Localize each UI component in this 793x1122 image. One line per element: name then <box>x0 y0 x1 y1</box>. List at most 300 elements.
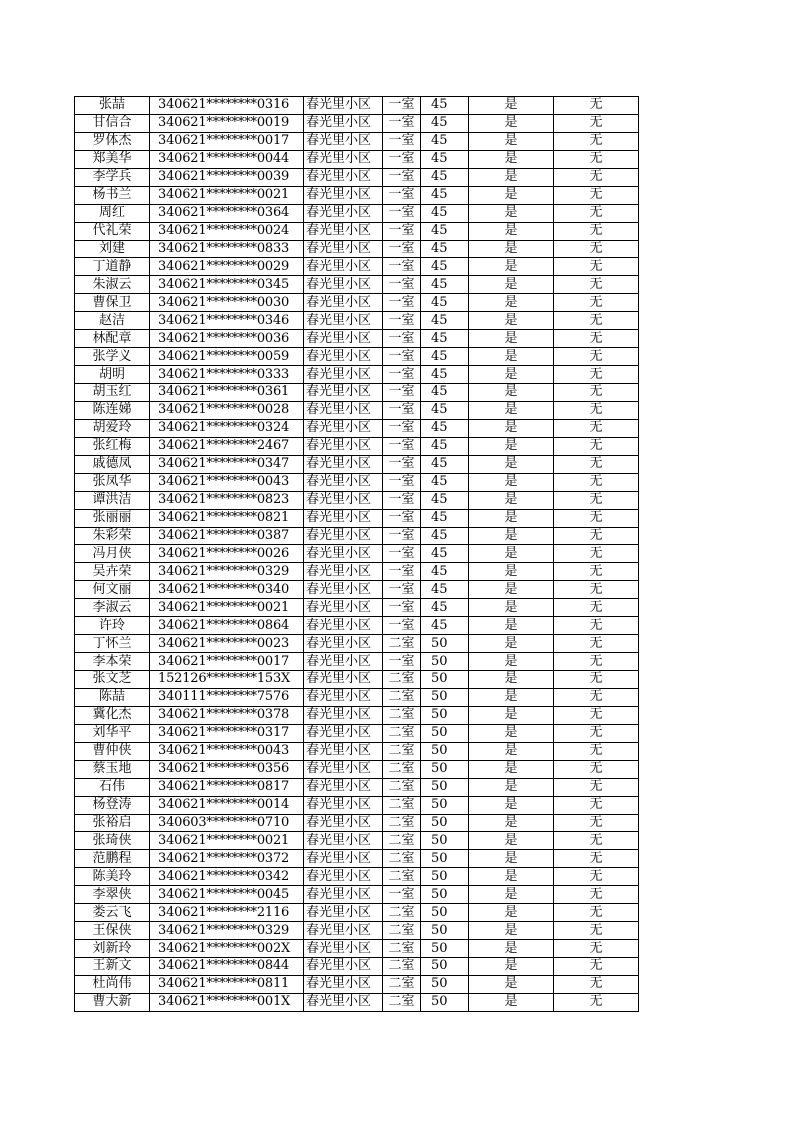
id-number-cell: 340621********0045 <box>150 886 304 904</box>
id-number-cell: 340621********0823 <box>150 491 304 509</box>
name-cell: 丁道静 <box>75 258 150 276</box>
table-row <box>75 617 639 635</box>
room-type-cell: 一室 <box>383 599 421 617</box>
table-row <box>75 868 639 886</box>
eligible-cell: 是 <box>469 671 554 689</box>
id-number-cell: 340621********0023 <box>150 635 304 653</box>
eligible-cell: 是 <box>469 491 554 509</box>
address-cell: 春光里小区 <box>304 832 383 850</box>
id-number-cell: 340621********0361 <box>150 384 304 402</box>
room-type-cell: 一室 <box>383 581 421 599</box>
address-cell: 春光里小区 <box>304 419 383 437</box>
name-cell: 杜尚伟 <box>75 975 150 993</box>
eligible-cell: 是 <box>469 688 554 706</box>
room-type-cell: 二室 <box>383 850 421 868</box>
id-number-cell: 340621********0021 <box>150 599 304 617</box>
area-cell: 45 <box>421 581 469 599</box>
table-row <box>75 563 639 581</box>
table-row <box>75 222 639 240</box>
address-cell: 春光里小区 <box>304 778 383 796</box>
name-cell: 刘建 <box>75 240 150 258</box>
area-cell: 45 <box>421 563 469 581</box>
table-row <box>75 940 639 958</box>
name-cell: 娄云飞 <box>75 904 150 922</box>
area-cell: 45 <box>421 473 469 491</box>
eligible-cell: 是 <box>469 276 554 294</box>
remark-cell: 无 <box>554 778 639 796</box>
id-number-cell: 340621********0024 <box>150 222 304 240</box>
name-cell: 张文芝 <box>75 671 150 689</box>
address-cell: 春光里小区 <box>304 437 383 455</box>
id-number-cell: 340621********2116 <box>150 904 304 922</box>
name-cell: 曹大新 <box>75 993 150 1011</box>
address-cell: 春光里小区 <box>304 330 383 348</box>
eligible-cell: 是 <box>469 97 554 115</box>
area-cell: 45 <box>421 437 469 455</box>
name-cell: 张琦侠 <box>75 832 150 850</box>
address-cell: 春光里小区 <box>304 491 383 509</box>
address-cell: 春光里小区 <box>304 706 383 724</box>
room-type-cell: 二室 <box>383 671 421 689</box>
remark-cell: 无 <box>554 635 639 653</box>
eligible-cell: 是 <box>469 330 554 348</box>
area-cell: 50 <box>421 975 469 993</box>
eligible-cell: 是 <box>469 993 554 1011</box>
name-cell: 李淑云 <box>75 599 150 617</box>
name-cell: 赵洁 <box>75 312 150 330</box>
table-row <box>75 419 639 437</box>
area-cell: 50 <box>421 958 469 976</box>
area-cell: 45 <box>421 258 469 276</box>
address-cell: 春光里小区 <box>304 168 383 186</box>
id-number-cell: 340621********0036 <box>150 330 304 348</box>
remark-cell: 无 <box>554 455 639 473</box>
room-type-cell: 一室 <box>383 97 421 115</box>
eligible-cell: 是 <box>469 150 554 168</box>
area-cell: 45 <box>421 366 469 384</box>
table-row <box>75 114 639 132</box>
address-cell: 春光里小区 <box>304 97 383 115</box>
eligible-cell: 是 <box>469 419 554 437</box>
address-cell: 春光里小区 <box>304 724 383 742</box>
name-cell: 冀化杰 <box>75 706 150 724</box>
id-number-cell: 340621********0017 <box>150 653 304 671</box>
address-cell: 春光里小区 <box>304 993 383 1011</box>
id-number-cell: 340621********0014 <box>150 796 304 814</box>
table-row <box>75 473 639 491</box>
eligible-cell: 是 <box>469 509 554 527</box>
address-cell: 春光里小区 <box>304 599 383 617</box>
table-row <box>75 330 639 348</box>
area-cell: 45 <box>421 312 469 330</box>
address-cell: 春光里小区 <box>304 671 383 689</box>
name-cell: 张丽丽 <box>75 509 150 527</box>
address-cell: 春光里小区 <box>304 509 383 527</box>
area-cell: 50 <box>421 653 469 671</box>
area-cell: 45 <box>421 114 469 132</box>
id-number-cell: 340621********2467 <box>150 437 304 455</box>
id-number-cell: 340621********0817 <box>150 778 304 796</box>
id-number-cell: 340621********0378 <box>150 706 304 724</box>
address-cell: 春光里小区 <box>304 760 383 778</box>
id-number-cell: 340621********0043 <box>150 473 304 491</box>
table-row <box>75 724 639 742</box>
table-row <box>75 276 639 294</box>
eligible-cell: 是 <box>469 366 554 384</box>
remark-cell: 无 <box>554 688 639 706</box>
table-row <box>75 993 639 1011</box>
eligible-cell: 是 <box>469 384 554 402</box>
room-type-cell: 二室 <box>383 688 421 706</box>
remark-cell: 无 <box>554 653 639 671</box>
remark-cell: 无 <box>554 886 639 904</box>
room-type-cell: 一室 <box>383 473 421 491</box>
address-cell: 春光里小区 <box>304 868 383 886</box>
eligible-cell: 是 <box>469 778 554 796</box>
id-number-cell: 340621********0021 <box>150 832 304 850</box>
eligible-cell: 是 <box>469 473 554 491</box>
name-cell: 周红 <box>75 204 150 222</box>
table-row <box>75 204 639 222</box>
id-number-cell: 340621********0329 <box>150 563 304 581</box>
eligible-cell: 是 <box>469 886 554 904</box>
remark-cell: 无 <box>554 437 639 455</box>
address-cell: 春光里小区 <box>304 114 383 132</box>
table-row <box>75 240 639 258</box>
name-cell: 刘华平 <box>75 724 150 742</box>
remark-cell: 无 <box>554 868 639 886</box>
eligible-cell: 是 <box>469 294 554 312</box>
area-cell: 45 <box>421 240 469 258</box>
remark-cell: 无 <box>554 132 639 150</box>
area-cell: 50 <box>421 940 469 958</box>
name-cell: 丁怀兰 <box>75 635 150 653</box>
room-type-cell: 二室 <box>383 868 421 886</box>
remark-cell: 无 <box>554 204 639 222</box>
id-number-cell: 340621********0844 <box>150 958 304 976</box>
room-type-cell: 二室 <box>383 814 421 832</box>
id-number-cell: 340621********0356 <box>150 760 304 778</box>
area-cell: 45 <box>421 97 469 115</box>
table-row <box>75 975 639 993</box>
eligible-cell: 是 <box>469 563 554 581</box>
address-cell: 春光里小区 <box>304 150 383 168</box>
eligible-cell: 是 <box>469 204 554 222</box>
room-type-cell: 一室 <box>383 384 421 402</box>
room-type-cell: 一室 <box>383 455 421 473</box>
table-row <box>75 599 639 617</box>
address-cell: 春光里小区 <box>304 563 383 581</box>
table-row <box>75 778 639 796</box>
address-cell: 春光里小区 <box>304 473 383 491</box>
eligible-cell: 是 <box>469 168 554 186</box>
address-cell: 春光里小区 <box>304 796 383 814</box>
room-type-cell: 一室 <box>383 294 421 312</box>
room-type-cell: 一室 <box>383 509 421 527</box>
name-cell: 谭洪洁 <box>75 491 150 509</box>
id-number-cell: 340621********0324 <box>150 419 304 437</box>
id-number-cell: 340621********0029 <box>150 258 304 276</box>
name-cell: 杨书兰 <box>75 186 150 204</box>
id-number-cell: 340621********0364 <box>150 204 304 222</box>
table-row <box>75 850 639 868</box>
room-type-cell: 一室 <box>383 312 421 330</box>
area-cell: 45 <box>421 509 469 527</box>
address-cell: 春光里小区 <box>304 366 383 384</box>
name-cell: 刘新玲 <box>75 940 150 958</box>
area-cell: 50 <box>421 760 469 778</box>
area-cell: 45 <box>421 527 469 545</box>
name-cell: 林配章 <box>75 330 150 348</box>
eligible-cell: 是 <box>469 975 554 993</box>
table-row <box>75 742 639 760</box>
eligible-cell: 是 <box>469 850 554 868</box>
area-cell: 50 <box>421 796 469 814</box>
room-type-cell: 二室 <box>383 940 421 958</box>
area-cell: 50 <box>421 886 469 904</box>
id-number-cell: 340621********0333 <box>150 366 304 384</box>
eligible-cell: 是 <box>469 455 554 473</box>
name-cell: 胡玉红 <box>75 384 150 402</box>
table-row <box>75 760 639 778</box>
room-type-cell: 一室 <box>383 563 421 581</box>
address-cell: 春光里小区 <box>304 204 383 222</box>
remark-cell: 无 <box>554 545 639 563</box>
remark-cell: 无 <box>554 742 639 760</box>
area-cell: 50 <box>421 993 469 1011</box>
id-number-cell: 340603********0710 <box>150 814 304 832</box>
remark-cell: 无 <box>554 258 639 276</box>
eligible-cell: 是 <box>469 760 554 778</box>
room-type-cell: 二室 <box>383 706 421 724</box>
name-cell: 张学义 <box>75 348 150 366</box>
name-cell: 胡明 <box>75 366 150 384</box>
room-type-cell: 二室 <box>383 724 421 742</box>
name-cell: 王保侠 <box>75 922 150 940</box>
table-row <box>75 132 639 150</box>
roster-body <box>75 97 639 1012</box>
area-cell: 45 <box>421 599 469 617</box>
address-cell: 春光里小区 <box>304 850 383 868</box>
area-cell: 45 <box>421 401 469 419</box>
room-type-cell: 一室 <box>383 348 421 366</box>
room-type-cell: 一室 <box>383 653 421 671</box>
room-type-cell: 一室 <box>383 401 421 419</box>
address-cell: 春光里小区 <box>304 742 383 760</box>
eligible-cell: 是 <box>469 635 554 653</box>
id-number-cell: 340621********0811 <box>150 975 304 993</box>
eligible-cell: 是 <box>469 922 554 940</box>
remark-cell: 无 <box>554 581 639 599</box>
id-number-cell: 340621********0342 <box>150 868 304 886</box>
remark-cell: 无 <box>554 796 639 814</box>
remark-cell: 无 <box>554 993 639 1011</box>
table-row <box>75 384 639 402</box>
id-number-cell: 340621********0372 <box>150 850 304 868</box>
address-cell: 春光里小区 <box>304 348 383 366</box>
address-cell: 春光里小区 <box>304 958 383 976</box>
remark-cell: 无 <box>554 904 639 922</box>
name-cell: 范鹏程 <box>75 850 150 868</box>
area-cell: 45 <box>421 186 469 204</box>
id-number-cell: 340621********0346 <box>150 312 304 330</box>
room-type-cell: 二室 <box>383 958 421 976</box>
table-row <box>75 886 639 904</box>
address-cell: 春光里小区 <box>304 455 383 473</box>
id-number-cell: 340621********0044 <box>150 150 304 168</box>
name-cell: 张红梅 <box>75 437 150 455</box>
id-number-cell: 340621********001X <box>150 993 304 1011</box>
id-number-cell: 340621********0059 <box>150 348 304 366</box>
table-row <box>75 814 639 832</box>
eligible-cell: 是 <box>469 114 554 132</box>
area-cell: 50 <box>421 850 469 868</box>
address-cell: 春光里小区 <box>304 294 383 312</box>
area-cell: 45 <box>421 222 469 240</box>
eligible-cell: 是 <box>469 222 554 240</box>
room-type-cell: 二室 <box>383 904 421 922</box>
room-type-cell: 二室 <box>383 796 421 814</box>
id-number-cell: 340621********0043 <box>150 742 304 760</box>
table-row <box>75 958 639 976</box>
area-cell: 45 <box>421 491 469 509</box>
table-row <box>75 688 639 706</box>
remark-cell: 无 <box>554 348 639 366</box>
eligible-cell: 是 <box>469 706 554 724</box>
remark-cell: 无 <box>554 473 639 491</box>
name-cell: 陈美玲 <box>75 868 150 886</box>
area-cell: 45 <box>421 419 469 437</box>
remark-cell: 无 <box>554 706 639 724</box>
area-cell: 50 <box>421 904 469 922</box>
id-number-cell: 340621********0821 <box>150 509 304 527</box>
room-type-cell: 一室 <box>383 366 421 384</box>
room-type-cell: 二室 <box>383 975 421 993</box>
name-cell: 张凤华 <box>75 473 150 491</box>
name-cell: 杨登涛 <box>75 796 150 814</box>
area-cell: 50 <box>421 814 469 832</box>
name-cell: 曹保卫 <box>75 294 150 312</box>
id-number-cell: 340621********0340 <box>150 581 304 599</box>
table-row <box>75 312 639 330</box>
table-row <box>75 150 639 168</box>
name-cell: 李本荣 <box>75 653 150 671</box>
eligible-cell: 是 <box>469 940 554 958</box>
name-cell: 陈连娣 <box>75 401 150 419</box>
id-number-cell: 340621********0039 <box>150 168 304 186</box>
area-cell: 50 <box>421 922 469 940</box>
eligible-cell: 是 <box>469 904 554 922</box>
room-type-cell: 一室 <box>383 617 421 635</box>
room-type-cell: 一室 <box>383 186 421 204</box>
name-cell: 朱淑云 <box>75 276 150 294</box>
eligible-cell: 是 <box>469 617 554 635</box>
remark-cell: 无 <box>554 563 639 581</box>
area-cell: 50 <box>421 688 469 706</box>
table-row <box>75 258 639 276</box>
room-type-cell: 一室 <box>383 150 421 168</box>
id-number-cell: 340621********0028 <box>150 401 304 419</box>
name-cell: 代礼荣 <box>75 222 150 240</box>
table-row <box>75 635 639 653</box>
table-row <box>75 922 639 940</box>
remark-cell: 无 <box>554 150 639 168</box>
address-cell: 春光里小区 <box>304 653 383 671</box>
address-cell: 春光里小区 <box>304 688 383 706</box>
id-number-cell: 340621********0345 <box>150 276 304 294</box>
address-cell: 春光里小区 <box>304 312 383 330</box>
area-cell: 45 <box>421 545 469 563</box>
eligible-cell: 是 <box>469 401 554 419</box>
name-cell: 陈喆 <box>75 688 150 706</box>
remark-cell: 无 <box>554 186 639 204</box>
area-cell: 45 <box>421 150 469 168</box>
remark-cell: 无 <box>554 940 639 958</box>
table-row <box>75 168 639 186</box>
eligible-cell: 是 <box>469 832 554 850</box>
table-row <box>75 904 639 922</box>
eligible-cell: 是 <box>469 240 554 258</box>
address-cell: 春光里小区 <box>304 581 383 599</box>
address-cell: 春光里小区 <box>304 922 383 940</box>
area-cell: 45 <box>421 204 469 222</box>
remark-cell: 无 <box>554 419 639 437</box>
room-type-cell: 二室 <box>383 778 421 796</box>
id-number-cell: 152126********153X <box>150 671 304 689</box>
table-row <box>75 796 639 814</box>
name-cell: 李翠侠 <box>75 886 150 904</box>
eligible-cell: 是 <box>469 258 554 276</box>
remark-cell: 无 <box>554 975 639 993</box>
eligible-cell: 是 <box>469 724 554 742</box>
table-row <box>75 545 639 563</box>
remark-cell: 无 <box>554 671 639 689</box>
address-cell: 春光里小区 <box>304 886 383 904</box>
address-cell: 春光里小区 <box>304 635 383 653</box>
eligible-cell: 是 <box>469 958 554 976</box>
area-cell: 45 <box>421 384 469 402</box>
name-cell: 曹仲侠 <box>75 742 150 760</box>
address-cell: 春光里小区 <box>304 545 383 563</box>
room-type-cell: 一室 <box>383 437 421 455</box>
address-cell: 春光里小区 <box>304 904 383 922</box>
name-cell: 许玲 <box>75 617 150 635</box>
id-number-cell: 340621********002X <box>150 940 304 958</box>
roster-table <box>74 96 639 1012</box>
remark-cell: 无 <box>554 922 639 940</box>
table-row <box>75 832 639 850</box>
area-cell: 45 <box>421 294 469 312</box>
remark-cell: 无 <box>554 832 639 850</box>
room-type-cell: 一室 <box>383 491 421 509</box>
room-type-cell: 二室 <box>383 993 421 1011</box>
address-cell: 春光里小区 <box>304 617 383 635</box>
remark-cell: 无 <box>554 97 639 115</box>
remark-cell: 无 <box>554 724 639 742</box>
table-row <box>75 527 639 545</box>
eligible-cell: 是 <box>469 348 554 366</box>
name-cell: 石伟 <box>75 778 150 796</box>
remark-cell: 无 <box>554 850 639 868</box>
name-cell: 罗体杰 <box>75 132 150 150</box>
table-row <box>75 653 639 671</box>
room-type-cell: 一室 <box>383 222 421 240</box>
name-cell: 朱彩荣 <box>75 527 150 545</box>
room-type-cell: 一室 <box>383 204 421 222</box>
table-row <box>75 401 639 419</box>
id-number-cell: 340621********0864 <box>150 617 304 635</box>
name-cell: 戚德凤 <box>75 455 150 473</box>
